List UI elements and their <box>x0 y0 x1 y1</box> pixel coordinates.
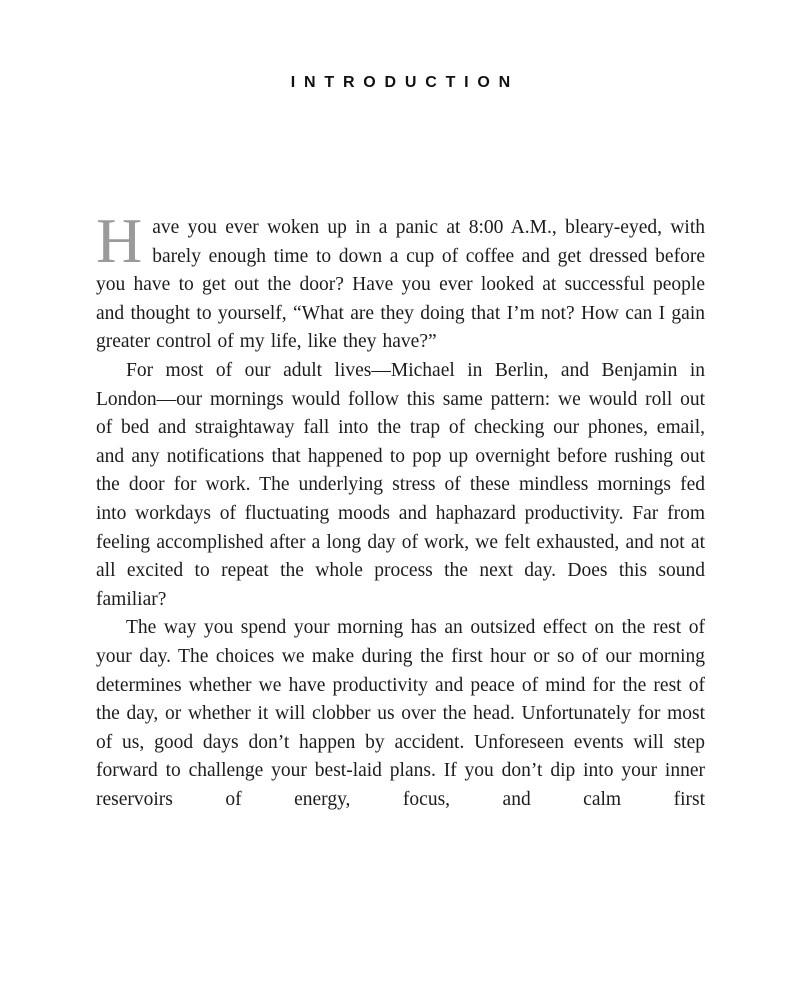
body-text <box>96 205 705 814</box>
drop-cap: H <box>96 205 143 276</box>
paragraph-opening <box>96 205 705 357</box>
chapter-heading: INTRODUCTION <box>290 74 520 91</box>
paragraph-2: For most of our adult lives—Michael in Berlin, and Benjamin in London—our mornings would follow this same pattern: we would roll out of bed and straightaway fall into the trap of checking our phones, email, and any notifications that happened to pop up overnight before rushing out the door for work. The underlying stress of these mindless mornings fed into workdays of fluctuating moods and haphazard productivity. Far from feeling accomplished after a long day of work, we felt exhausted, and not at all excited to repeat the whole process the next day. Does this sound familiar? <box>96 359 705 610</box>
paragraph-opening-text: ave you ever woken up in a panic at 8:00 A.M., bleary-eyed, with barely enough time to down a cup of coffee and get dressed before you have to get out the door? Have you ever looked at successful people and thought to yourself, “What are they doing that I’m not? How can I gain greater control of my life, like they have?” <box>96 217 705 353</box>
paragraph-3: The way you spend your morning has an outsized effect on the rest of your day. The choices we make during the first hour or so of our morning determines whether we have productivity and peace of mind for the rest of the day, or whether it will clobber us over the head. Unfortunately for most of us, good days don’t happen by accident. Unforeseen events will step forward to challenge your best-laid plans. If you don’t dip into your inner reservoirs of energy, focus, and calm first <box>96 617 705 810</box>
